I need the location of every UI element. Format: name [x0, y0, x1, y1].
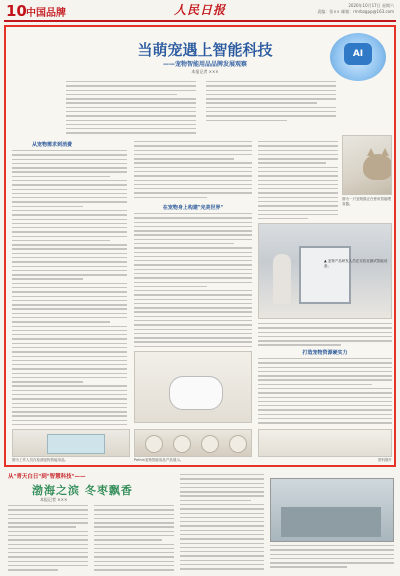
second-article-col-3	[180, 474, 264, 571]
fish-tank-photo	[12, 429, 130, 457]
lab-photo-caption: ▲ 宠物产品研发人员在实验室测试智能设备。	[324, 259, 388, 268]
masthead-meta	[317, 3, 394, 15]
page-number: 10	[6, 2, 27, 20]
feature-article[interactable]	[4, 25, 396, 467]
middle-column-text	[134, 213, 252, 347]
bottom-caption-1: 图为工作人员在检测宠物智能用品。	[12, 458, 68, 462]
bottom-caption-2: Pethin宠物智能用品产品展示。	[134, 458, 184, 462]
second-article-col-1	[8, 505, 88, 571]
section-title-3: 打造宠物资源硬实力	[302, 350, 348, 356]
feature-subhead: ——宠物智能用品品牌发展观察	[162, 61, 247, 68]
feature-headline: 当萌宠遇上智能科技	[137, 41, 273, 59]
bottom-caption-3: 资料图片	[378, 458, 392, 462]
date-line: 2020年10月17日 星期六	[348, 3, 394, 8]
second-article-headline[interactable]: 渤海之滨 冬枣飘香	[32, 484, 133, 497]
second-article-byline: 本报记者 ×××	[40, 497, 68, 502]
masthead	[0, 0, 400, 22]
ai-robot-icon	[330, 33, 386, 81]
cat-photo-caption: 图为一只宠物猫正在使用智能喂食器。	[342, 197, 391, 206]
right-column-text-top	[258, 141, 338, 221]
intro-column-2	[206, 81, 336, 137]
pet-products-photo	[134, 429, 252, 457]
feature-byline: 本报记者 ×××	[191, 69, 219, 74]
second-article-col-4	[270, 545, 394, 571]
section-name: 中国品牌	[26, 8, 66, 19]
cat-photo	[342, 135, 392, 195]
second-article-photo	[270, 478, 394, 542]
smart-device-photo	[134, 351, 252, 423]
section-title-2: 在宠物身上构建"完美世界"	[162, 205, 224, 211]
ai-badge-label: AI	[344, 43, 372, 65]
left-column-text	[12, 150, 127, 425]
intro-column-1	[66, 81, 196, 137]
second-article-kicker: 从"青天白日"到"智慧科技"——	[8, 474, 86, 480]
right-column-text-bottom	[258, 358, 392, 424]
pet-scene-photo	[258, 429, 392, 457]
header-rule	[4, 20, 396, 22]
right-column-text-mid	[258, 323, 392, 347]
editor-line: 责编：张×× 邮箱：rmrbzgpp@163.com	[317, 9, 394, 14]
middle-column-text-top	[134, 141, 252, 201]
section-title-1: 从宠物需求到消费	[31, 142, 72, 148]
newspaper-logo: 人民日报	[174, 3, 227, 17]
second-article-col-2	[94, 505, 174, 571]
